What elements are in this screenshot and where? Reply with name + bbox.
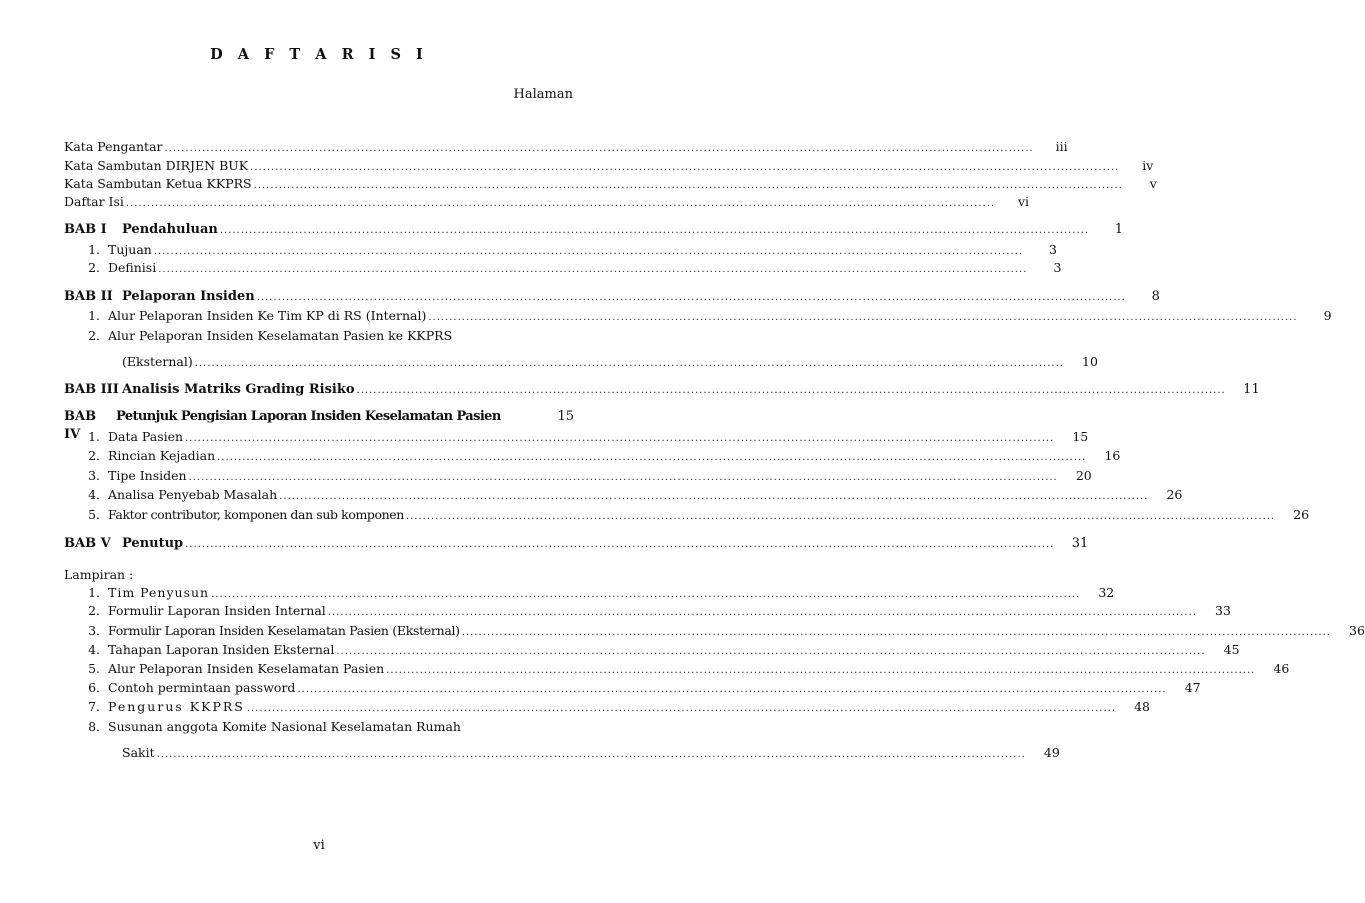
item-number: 5. bbox=[88, 507, 100, 522]
item-number: 6. bbox=[88, 680, 100, 695]
chapter-number: BAB V bbox=[64, 536, 111, 551]
entry-page: 10 bbox=[1082, 354, 1098, 369]
entry-page: 20 bbox=[1075, 468, 1092, 483]
leader-dots bbox=[357, 382, 1226, 400]
entry-label: Pengurus KKPRS bbox=[108, 699, 245, 714]
toc-entry[interactable] bbox=[64, 175, 1157, 193]
entry-page: 47 bbox=[1184, 680, 1201, 695]
chapter-title: Pelaporan Insiden bbox=[122, 289, 255, 304]
item-number: 7. bbox=[88, 699, 100, 714]
entry-label: (Eksternal) bbox=[122, 354, 193, 369]
item-number: 3. bbox=[88, 623, 100, 638]
entry-label: Alur Pelaporan Insiden Keselamatan Pasien ke KKPRS bbox=[108, 328, 453, 343]
entry-label: Faktor contributor, komponen dan sub komponen bbox=[108, 507, 404, 522]
item-number: 1. bbox=[88, 429, 100, 444]
entry-page: 11 bbox=[1243, 382, 1260, 397]
chapter-number: BAB IV bbox=[64, 409, 97, 442]
leader-dots bbox=[165, 140, 1034, 158]
entry-label: Tujuan bbox=[108, 242, 152, 257]
toc-entry[interactable] bbox=[64, 157, 1154, 175]
leader-dots bbox=[336, 643, 1205, 661]
toc-subentry[interactable] bbox=[64, 641, 1240, 659]
entry-page: 45 bbox=[1223, 642, 1240, 657]
page-number-footer: vi bbox=[313, 838, 325, 853]
entry-page: 33 bbox=[1215, 603, 1231, 618]
toc-subentry[interactable] bbox=[64, 486, 1183, 504]
item-number: 4. bbox=[88, 487, 100, 502]
item-number: 4. bbox=[88, 642, 100, 657]
entry-label: Tahapan Laporan Insiden Eksternal bbox=[108, 642, 335, 657]
toc-subentry[interactable] bbox=[64, 307, 1332, 325]
toc-subentry[interactable] bbox=[64, 506, 1310, 524]
entry-page: 16 bbox=[1104, 448, 1121, 463]
item-number: 1. bbox=[88, 585, 100, 600]
entry-page: iii bbox=[1055, 139, 1068, 154]
leader-dots bbox=[220, 222, 1089, 240]
chapter-entry[interactable] bbox=[64, 221, 1124, 239]
toc-entry[interactable] bbox=[64, 138, 1068, 156]
leader-dots bbox=[189, 469, 1058, 487]
leader-dots bbox=[386, 662, 1255, 680]
entry-page: 3 bbox=[1049, 242, 1057, 257]
leader-dots bbox=[247, 700, 1116, 718]
toc-subentry[interactable] bbox=[64, 241, 1057, 259]
chapter-title: Analisis Matriks Grading Risiko bbox=[122, 382, 355, 397]
leader-dots bbox=[195, 355, 1064, 373]
toc-subentry[interactable] bbox=[64, 428, 1089, 446]
entry-page: 8 bbox=[1151, 289, 1160, 304]
toc-subentry[interactable] bbox=[64, 447, 1121, 465]
leader-dots bbox=[462, 624, 1331, 642]
item-number: 2. bbox=[88, 328, 100, 343]
entry-label: Alur Pelaporan Insiden Keselamatan Pasien bbox=[108, 661, 385, 676]
entry-page: 26 bbox=[1166, 487, 1183, 502]
toc-subentry[interactable] bbox=[64, 259, 1062, 277]
leader-dots bbox=[185, 536, 1054, 554]
item-number: 8. bbox=[88, 719, 100, 734]
chapter-entry[interactable] bbox=[64, 381, 1260, 399]
chapter-title: Petunjuk Pengisian Laporan Insiden Keselamatan Pasien bbox=[116, 409, 501, 424]
entry-label: Kata Sambutan DIRJEN BUK bbox=[64, 158, 249, 173]
toc-subentry[interactable] bbox=[64, 467, 1092, 485]
item-number: 3. bbox=[88, 468, 100, 483]
item-number: 2. bbox=[88, 603, 100, 618]
page-title: D A F T A R I S I bbox=[210, 46, 428, 63]
item-number: 5. bbox=[88, 661, 100, 676]
chapter-title: Pendahuluan bbox=[122, 222, 218, 237]
item-number: 1. bbox=[88, 308, 100, 323]
entry-page: 9 bbox=[1323, 308, 1332, 323]
entry-page: 1 bbox=[1114, 222, 1124, 237]
entry-page: 26 bbox=[1293, 507, 1310, 522]
lampiran-label: Lampiran : bbox=[64, 567, 134, 582]
entry-label: Formulir Laporan Insiden Keselamatan Pasien (Eksternal) bbox=[108, 623, 460, 638]
entry-label: Sakit bbox=[122, 745, 155, 760]
chapter-number: BAB II bbox=[64, 289, 113, 304]
entry-label: Formulir Laporan Insiden Internal bbox=[108, 603, 326, 618]
entry-label: Tipe Insiden bbox=[108, 468, 187, 483]
toc-subentry-continuation[interactable] bbox=[64, 744, 1060, 762]
entry-page: 31 bbox=[1071, 536, 1089, 551]
entry-page: vi bbox=[1018, 194, 1030, 209]
lampiran-heading bbox=[64, 566, 574, 584]
leader-dots bbox=[217, 449, 1086, 467]
item-number: 1. bbox=[88, 242, 100, 257]
leader-dots bbox=[257, 289, 1126, 307]
entry-label: Data Pasien bbox=[108, 429, 184, 444]
entry-page: 36 bbox=[1349, 623, 1365, 638]
entry-page: 3 bbox=[1053, 260, 1062, 275]
entry-label: Daftar Isi bbox=[64, 194, 124, 209]
toc-subentry[interactable] bbox=[64, 584, 1115, 602]
chapter-entry[interactable] bbox=[64, 288, 1160, 306]
entry-label: Kata Pengantar bbox=[64, 139, 163, 154]
leader-dots bbox=[297, 681, 1166, 699]
leader-dots bbox=[328, 604, 1197, 622]
toc-subentry[interactable] bbox=[64, 660, 1290, 678]
chapter-title: Penutup bbox=[122, 536, 184, 551]
entry-label: Contoh permintaan password bbox=[108, 680, 296, 695]
toc-subentry-continuation[interactable] bbox=[64, 353, 1098, 371]
toc-subentry[interactable] bbox=[64, 602, 1231, 620]
toc-subentry[interactable] bbox=[64, 698, 1150, 716]
leader-dots bbox=[126, 195, 995, 213]
entry-label: Alur Pelaporan Insiden Ke Tim KP di RS (Internal) bbox=[108, 308, 427, 323]
toc-subentry[interactable] bbox=[64, 718, 574, 736]
leader-dots bbox=[157, 746, 1026, 764]
toc-subentry[interactable] bbox=[64, 679, 1201, 697]
entry-page: 48 bbox=[1134, 699, 1150, 714]
chapter-entry[interactable] bbox=[64, 535, 1089, 553]
entry-page: v bbox=[1149, 176, 1157, 191]
toc-subentry[interactable] bbox=[64, 327, 574, 345]
entry-page: 49 bbox=[1043, 745, 1060, 760]
entry-page: iv bbox=[1142, 158, 1154, 173]
chapter-number: BAB I bbox=[64, 222, 107, 237]
entry-label: Analisa Penyebab Masalah bbox=[108, 487, 278, 502]
item-number: 2. bbox=[88, 260, 100, 275]
entry-label: Susunan anggota Komite Nasional Keselamatan Rumah bbox=[108, 719, 461, 734]
toc-entry[interactable] bbox=[64, 193, 1030, 211]
item-number: 2. bbox=[88, 448, 100, 463]
entry-page: 46 bbox=[1273, 661, 1290, 676]
chapter-number: BAB III bbox=[64, 382, 119, 397]
leader-dots bbox=[428, 309, 1297, 327]
leader-dots bbox=[185, 430, 1054, 448]
entry-page: 15 bbox=[1072, 429, 1089, 444]
entry-label: Kata Sambutan Ketua KKPRS bbox=[64, 176, 252, 191]
leader-dots bbox=[279, 488, 1148, 506]
entry-page: 32 bbox=[1098, 585, 1115, 600]
leader-dots bbox=[158, 261, 1027, 279]
entry-label: Definisi bbox=[108, 260, 157, 275]
halaman-header: Halaman bbox=[513, 87, 573, 102]
entry-label: Rincian Kejadian bbox=[108, 448, 216, 463]
toc-subentry[interactable] bbox=[64, 622, 1365, 640]
entry-label: Tim Penyusun bbox=[108, 585, 210, 600]
leader-dots bbox=[406, 508, 1275, 526]
entry-page: 15 bbox=[557, 409, 574, 424]
